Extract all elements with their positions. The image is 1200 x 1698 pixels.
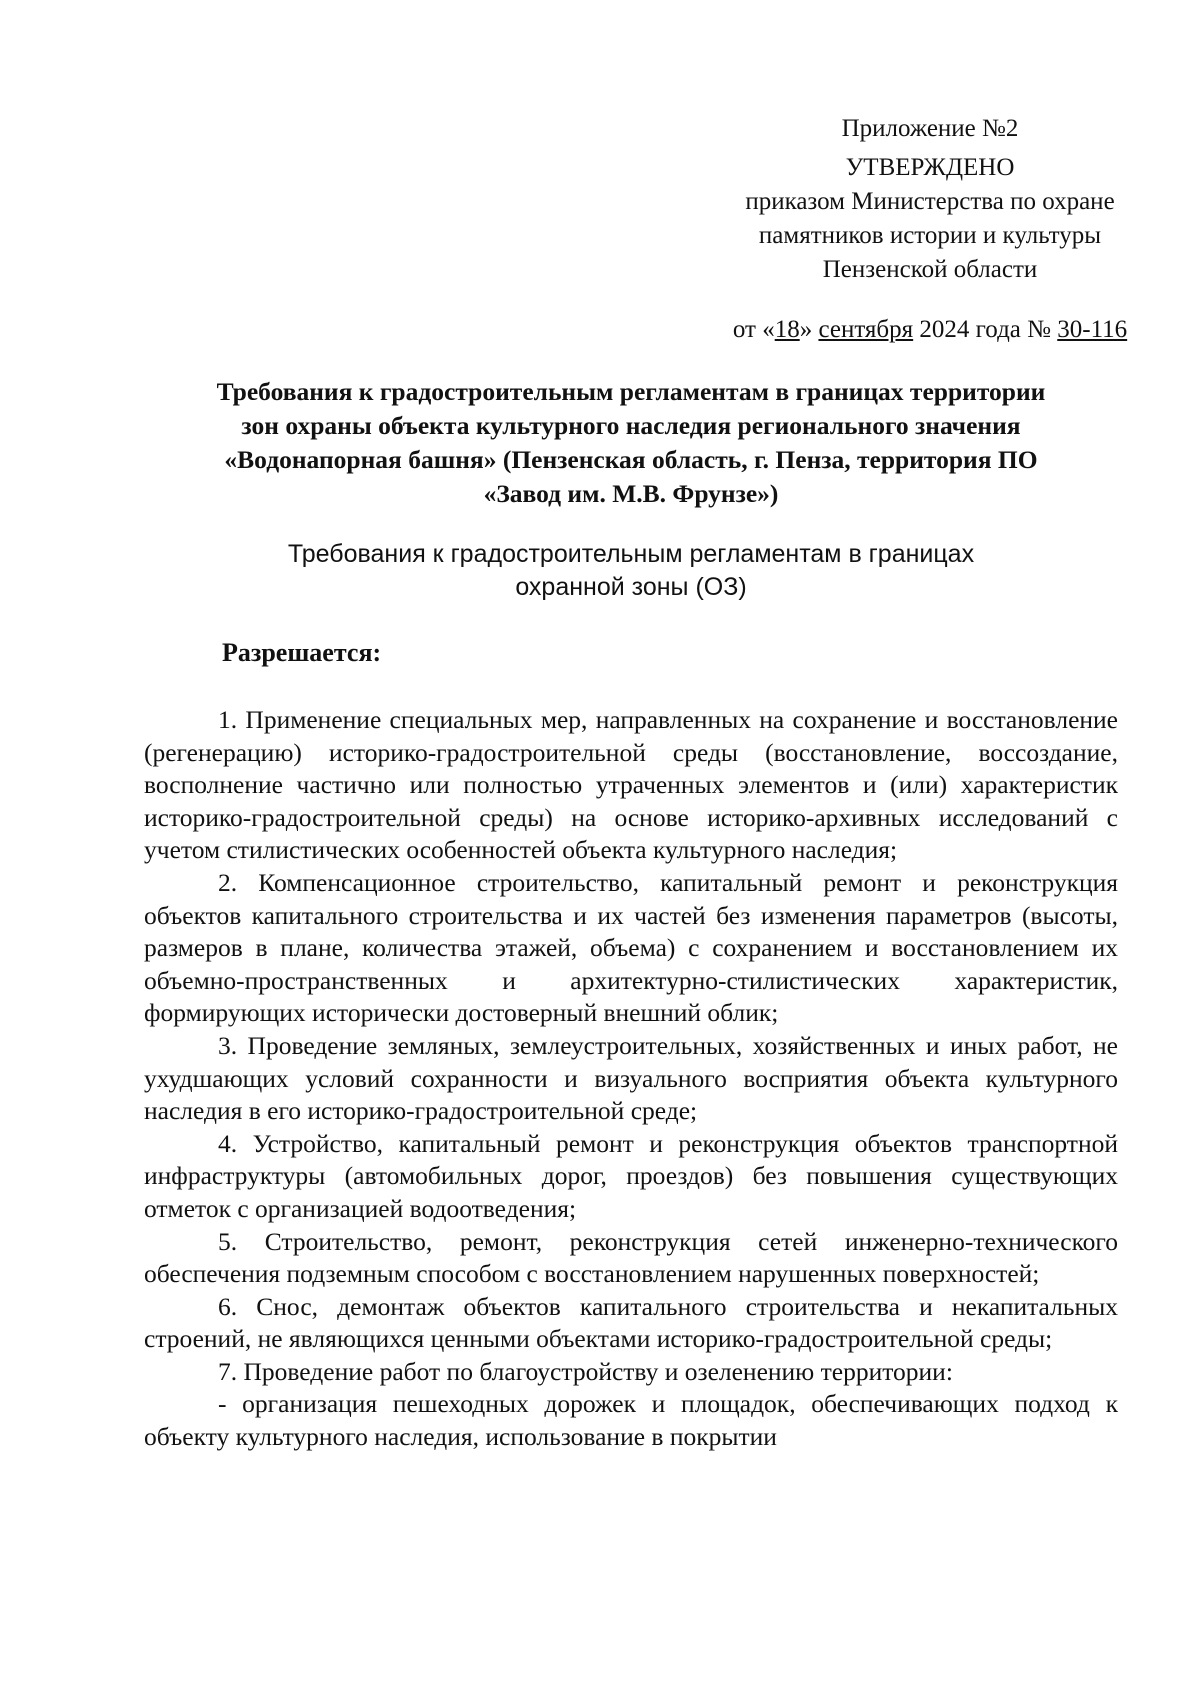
order-line-1: приказом Министерства по охране xyxy=(745,188,1115,215)
date-mid: » xyxy=(799,316,819,343)
list-item-2: 2. Компенсационное строительство, капитальный ремонт и реконструкция объектов капитального строительства и их частей без изменения параметров (высоты, размеров в плане, количества этажей, объема) с сохранением и восстановлением их объемно-пространственных и архитектурно-стилистических характеристик, формирующих исторически достоверный внешний облик; xyxy=(144,867,1118,1028)
allowed-heading: Разрешается: xyxy=(222,638,382,667)
approval-block xyxy=(720,112,1140,347)
appendix-number: Приложение №2 xyxy=(841,115,1019,142)
date-month: сентября xyxy=(818,316,914,343)
title-line-1: Требования к градостроительным регламентам в границах территории xyxy=(216,377,1046,406)
date-year: 2024 года № xyxy=(913,316,1058,343)
date-prefix: от « xyxy=(732,316,775,343)
list-item-4: 4. Устройство, капитальный ремонт и реконструкция объектов транспортной инфраструктуры (автомобильных дорог, проездов) без повышения существующих отметок с организацией водоотведения; xyxy=(144,1128,1118,1223)
date-day: 18 xyxy=(774,316,800,343)
document-title xyxy=(144,375,1118,511)
order-date-line xyxy=(720,313,1140,347)
allowed-list xyxy=(144,704,1118,1454)
subtitle-line-2: охранной зоны (ОЗ) xyxy=(515,573,747,601)
approved-stamp-text: УТВЕРЖДЕНО xyxy=(845,154,1015,181)
list-item-3: 3. Проведение земляных, землеустроительных, хозяйственных и иных работ, не ухудшающих условий сохранности и визуального восприятия объекта культурного наследия в его историко-градостроительной среде; xyxy=(144,1030,1118,1126)
order-line-3: Пензенской области xyxy=(822,256,1038,283)
list-item-6: 6. Снос, демонтаж объектов капитального строительства и некапитальных строений, не являющихся ценными объектами историко-градостроительной среды; xyxy=(144,1291,1118,1354)
list-item-1: 1. Применение специальных мер, направленных на сохранение и восстановление (регенерацию) историко-градостроительной среды (восстановление, воссоздание, восполнение частично или полностью утраченных элементов и (или) характеристик историко-градостроительной среды) на основе историко-архивных исследований с учетом стилистических особенностей объекта культурного наследия; xyxy=(144,705,1118,865)
list-subitem-7-1: - организация пешеходных дорожек и площадок, обеспечивающих подход к объекту культурного наследия, использование в покрытии xyxy=(144,1389,1118,1452)
section-subtitle xyxy=(144,538,1118,604)
title-line-3: «Водонапорная башня» (Пензенская область, г. Пенза, территория ПО xyxy=(224,445,1038,474)
list-item-5: 5. Строительство, ремонт, реконструкция сетей инженерно-технического обеспечения подземным способом с восстановлением нарушенных поверхностей; xyxy=(144,1226,1118,1289)
order-line-2: памятников истории и культуры xyxy=(758,222,1102,249)
order-number: 30-116 xyxy=(1057,316,1128,343)
subtitle-line-1: Требования к градостроительным регламентам в границах xyxy=(287,540,975,568)
title-line-2: зон охраны объекта культурного наследия регионального значения xyxy=(241,411,1021,440)
list-item-7: 7. Проведение работ по благоустройству и озеленению территории: xyxy=(218,1356,953,1386)
title-line-4: «Завод им. М.В. Фрунзе») xyxy=(483,479,779,508)
